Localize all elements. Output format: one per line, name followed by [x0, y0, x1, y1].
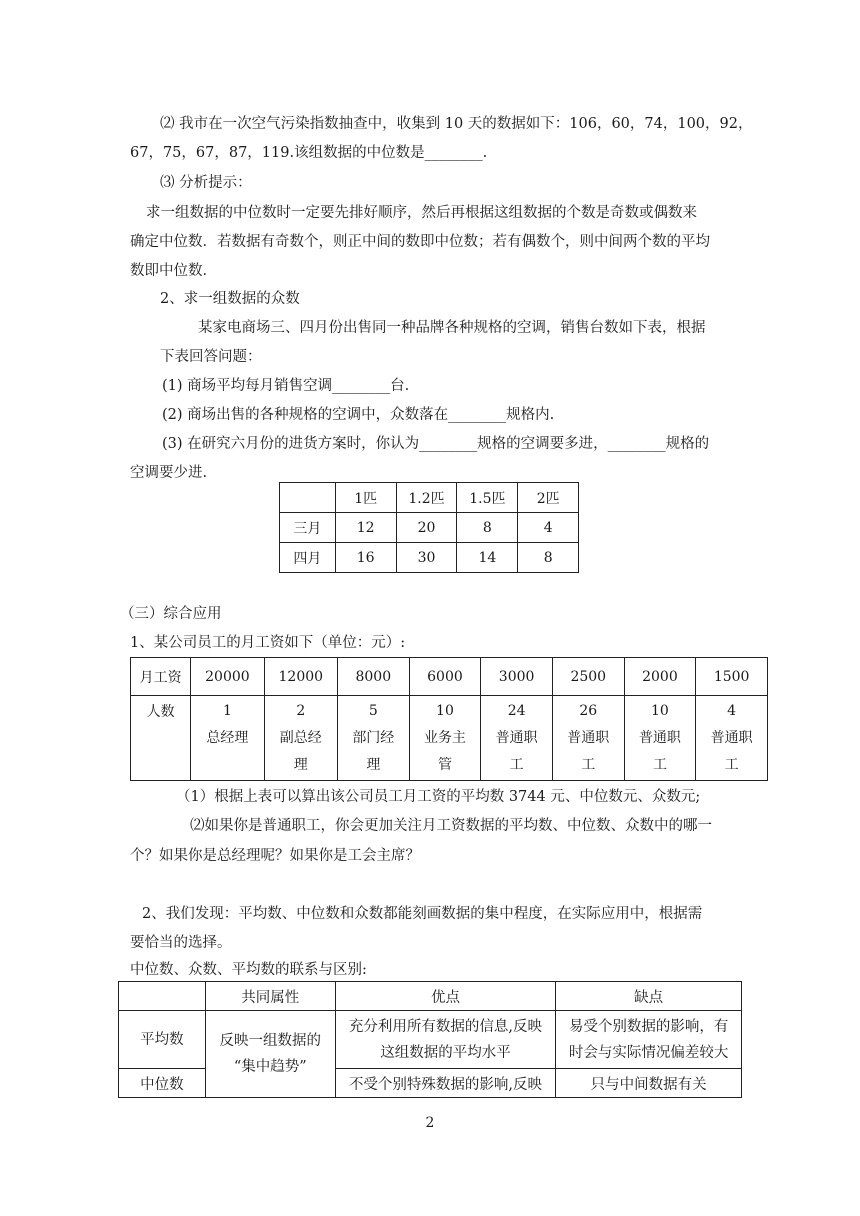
- table-cell: [624, 696, 696, 781]
- table-cell: 不受个别特殊数据的影响,反映: [335, 1069, 556, 1098]
- position-cont: 工: [724, 756, 739, 773]
- text-line: 某家电商场三、四月份出售同一种品牌各种规格的空调，销售台数如下表，根据: [198, 320, 706, 336]
- table-cell: [337, 696, 409, 781]
- position: 普通职: [710, 729, 753, 746]
- page-number: 2: [425, 1115, 435, 1131]
- comparison-table: [118, 981, 742, 1098]
- text-line: 下表回答问题：: [160, 349, 262, 365]
- table-row: [280, 543, 579, 573]
- table-row: [119, 982, 742, 1011]
- position: 部门经: [352, 729, 395, 746]
- table-header-cell: 2500: [552, 658, 624, 696]
- position-cont: 理: [293, 756, 308, 773]
- question-1: （1）根据上表可以算出该公司员工月工资的平均数 3744 元、中位数元、众数元;: [176, 789, 701, 805]
- table-cell: [119, 982, 206, 1011]
- position-cont: 工: [652, 756, 667, 773]
- table-cell: 只与中间数据有关: [556, 1069, 742, 1098]
- question-1: (1) 商场平均每月销售空调________台.: [162, 378, 410, 394]
- position-cont: 工: [581, 756, 596, 773]
- position-cont: 工: [509, 756, 524, 773]
- text-line: 67，75，67，87，119.该组数据的中位数是________.: [130, 145, 488, 161]
- table-header-cell: 6000: [409, 658, 481, 696]
- text-line: 要恰当的选择。: [130, 935, 232, 951]
- table-cell: [696, 696, 768, 781]
- cell-line: 充分利用所有数据的信息,反映: [348, 1018, 543, 1035]
- cell-line: 时会与实际情况偏差较大: [568, 1044, 729, 1061]
- cell-line: 反映一组数据的: [219, 1033, 321, 1049]
- table-cell: [280, 483, 336, 513]
- table-cell: 20: [396, 513, 457, 543]
- count: 26: [579, 702, 598, 719]
- text-line: 2、我们发现：平均数、中位数和众数都能刻画数据的集中程度，在实际应用中，根据需: [142, 906, 703, 922]
- row-label: 人数: [131, 696, 191, 781]
- table-header-cell: 1匹: [335, 483, 396, 513]
- table-cell: 4: [518, 513, 579, 543]
- table-header-cell: 3000: [481, 658, 553, 696]
- position: 普通职: [638, 729, 681, 746]
- table-header-cell: 共同属性: [205, 982, 335, 1011]
- table-cell: [264, 696, 337, 781]
- position-cont: 管: [437, 756, 452, 773]
- table-cell: 14: [457, 543, 518, 573]
- text-line: 求一组数据的中位数时一定要先排好顺序，然后再根据这组数据的个数是奇数或偶数来: [146, 205, 697, 221]
- question-3: (3) 在研究六月份的进货方案时，你认为________规格的空调要多进，________规格的: [162, 436, 710, 452]
- question-2: (2) 商场出售的各种规格的空调中，众数落在________规格内.: [162, 407, 555, 423]
- table-header-cell: 优点: [335, 982, 556, 1011]
- table-row: [119, 1011, 742, 1069]
- table-cell: 12: [335, 513, 396, 543]
- table-cell: [191, 696, 264, 781]
- position: 普通职: [567, 729, 610, 746]
- position-cont: [191, 752, 263, 779]
- table-header-cell: 12000: [264, 658, 337, 696]
- position: 副总经: [279, 729, 322, 746]
- table-cell: [481, 696, 553, 781]
- text-line: 个？如果你是总经理呢？如果你是工会主席？: [130, 848, 420, 864]
- table-header-cell: 缺点: [556, 982, 742, 1011]
- table-cell: [409, 696, 481, 781]
- table-cell: 16: [335, 543, 396, 573]
- text-line: 1、某公司员工的月工资如下（单位：元）:: [130, 635, 406, 651]
- count: 24: [507, 702, 526, 719]
- table-header-cell: 2匹: [518, 483, 579, 513]
- table-cell: [556, 1011, 742, 1069]
- text-line: ⑶ 分析提示：: [160, 175, 252, 191]
- table-cell: [335, 1011, 556, 1069]
- salary-table: [130, 657, 768, 781]
- table-row: [131, 658, 768, 696]
- table-header-cell: 8000: [337, 658, 409, 696]
- section-heading: 2、求一组数据的众数: [160, 291, 300, 307]
- row-label: 四月: [280, 543, 336, 573]
- table-header-cell: 20000: [191, 658, 264, 696]
- row-label: 三月: [280, 513, 336, 543]
- position: 总经理: [206, 729, 249, 746]
- count: 10: [436, 702, 454, 719]
- table-row: [131, 696, 768, 781]
- text-line: 空调要少进.: [130, 465, 208, 481]
- row-label: 平均数: [119, 1011, 206, 1069]
- position-cont: 理: [366, 756, 381, 773]
- row-label: 中位数: [119, 1069, 206, 1098]
- cell-line: 这组数据的平均水平: [380, 1044, 511, 1061]
- table-header-cell: 1.2匹: [396, 483, 457, 513]
- ac-sales-table: [279, 482, 579, 573]
- section-heading: （三）综合应用: [120, 606, 222, 622]
- cell-line: “集中趋势”: [233, 1059, 307, 1075]
- table-header-cell: 2000: [624, 658, 696, 696]
- table-header-cell: 1.5匹: [457, 483, 518, 513]
- count: 4: [727, 702, 737, 719]
- position: 普通职: [495, 729, 538, 746]
- table-header-cell: 1500: [696, 658, 768, 696]
- count: 2: [296, 702, 306, 719]
- table-cell: [205, 1011, 335, 1098]
- position: 业务主: [423, 729, 466, 746]
- count: 10: [651, 702, 669, 719]
- text-line: ⑵ 我市在一次空气污染指数抽查中，收集到 10 天的数据如下：106，60，74，100，92，: [160, 116, 753, 132]
- text-line: 数即中位数．: [130, 263, 217, 279]
- table-cell: 8: [457, 513, 518, 543]
- text-line: 中位数、众数、平均数的联系与区别:: [130, 962, 367, 978]
- table-header-cell: 月工资: [131, 658, 191, 696]
- table-cell: 8: [518, 543, 579, 573]
- table-cell: [552, 696, 624, 781]
- count: 5: [368, 702, 378, 719]
- table-cell: 30: [396, 543, 457, 573]
- table-row: [280, 513, 579, 543]
- cell-line: 易受个别数据的影响，有: [568, 1018, 729, 1035]
- question-2: ⑵如果你是普通职工，你会更加关注月工资数据的平均数、中位数、众数中的哪一: [190, 818, 712, 834]
- text-line: 确定中位数．若数据有奇数个，则正中间的数即中位数；若有偶数个，则中间两个数的平均: [130, 234, 710, 250]
- count: 1: [222, 702, 232, 719]
